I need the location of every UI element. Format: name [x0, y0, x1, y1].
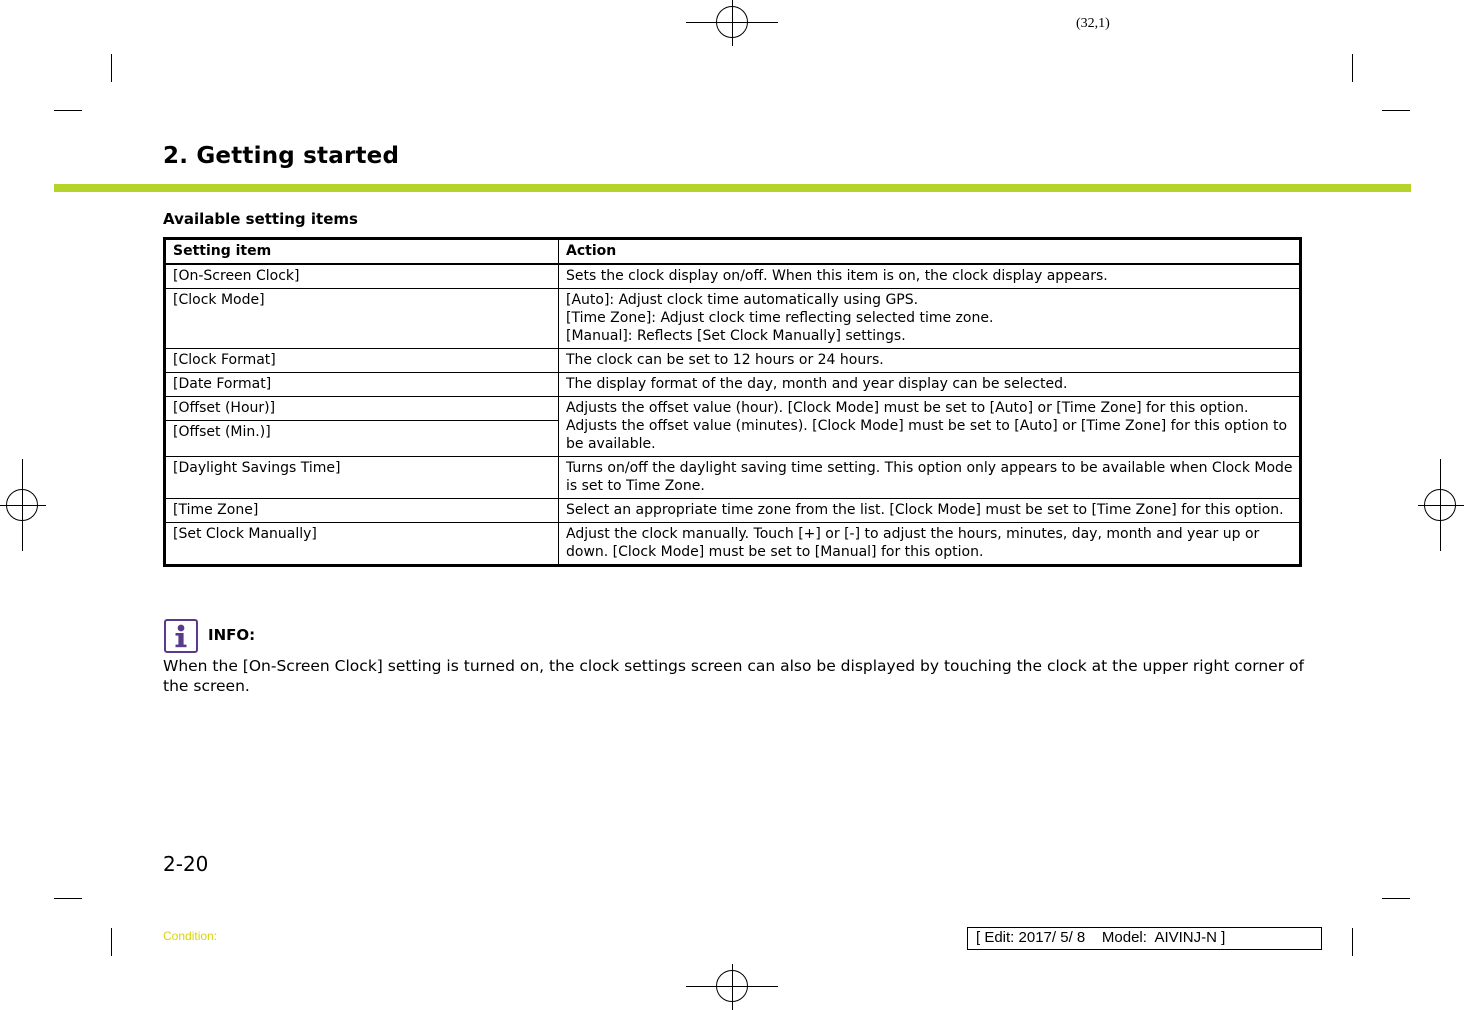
section-title: 2. Getting started [163, 143, 400, 169]
action-text: Select an appropriate time zone from the list. [Clock Mode] must be set to [Time Zone] for this option. [566, 502, 1284, 518]
column-header-action: Action [559, 239, 1301, 265]
action-text: The display format of the day, month and year display can be selected. [566, 376, 1068, 392]
setting-item-cell: [On-Screen Clock] [165, 264, 559, 289]
table-row [165, 397, 1301, 421]
footer-edit-info: [ Edit: 2017/ 5/ 8 Model: AIVINJ-N ] [967, 927, 1322, 950]
action-text: The clock can be set to 12 hours or 24 hours. [566, 352, 884, 368]
action-text: Sets the clock display on/off. When this item is on, the clock display appears. [566, 268, 1108, 284]
action-text: Adjust the clock manually. Touch [+] or [-] to adjust the hours, minutes, day, month and year up or down. [Clock Mode] must be set to [Manual] for this option. [566, 526, 1260, 560]
setting-item-cell: [Set Clock Manually] [165, 523, 559, 566]
settings-table [163, 237, 1302, 567]
action-text: Adjusts the offset value (minutes). [Clock Mode] must be set to [Auto] or [Time Zone] for this option to be available. [566, 418, 1288, 452]
action-text: [Time Zone]: Adjust clock time reflecting selected time zone. [566, 310, 994, 326]
action-text: Adjusts the offset value (hour). [Clock Mode] must be set to [Auto] or [Time Zone] for this option. [566, 400, 1249, 416]
action-cell [559, 397, 1301, 457]
action-text: [Auto]: Adjust clock time automatically using GPS. [566, 292, 919, 308]
action-cell [559, 499, 1301, 523]
action-cell [559, 523, 1301, 566]
info-icon [164, 619, 198, 653]
table-row [165, 499, 1301, 523]
table-row [165, 523, 1301, 566]
action-text: Turns on/off the daylight saving time setting. This option only appears to be available when Clock Mode is set to Time Zone. [566, 460, 1293, 494]
table-title: Available setting items [163, 210, 358, 228]
setting-item-cell: [Clock Mode] [165, 289, 559, 349]
table-row [165, 349, 1301, 373]
action-cell [559, 373, 1301, 397]
table-row [165, 457, 1301, 499]
action-cell [559, 264, 1301, 289]
setting-item-cell: [Clock Format] [165, 349, 559, 373]
action-cell [559, 349, 1301, 373]
table-row [165, 264, 1301, 289]
table-row [165, 373, 1301, 397]
footer-condition: Condition: [163, 929, 218, 943]
accent-bar [54, 184, 1411, 192]
setting-item-cell: [Offset (Hour)] [165, 397, 559, 421]
action-cell [559, 289, 1301, 349]
setting-item-cell: [Daylight Savings Time] [165, 457, 559, 499]
info-text: When the [On-Screen Clock] setting is turned on, the clock settings screen can also be displayed by touching the clock at the upper right corner of the screen. [163, 657, 1304, 695]
table-row [165, 289, 1301, 349]
setting-item-cell: [Time Zone] [165, 499, 559, 523]
table-header-row [165, 239, 1301, 265]
page-number: 2-20 [163, 852, 209, 876]
page-reference: (32,1) [1076, 16, 1110, 31]
action-text: [Manual]: Reflects [Set Clock Manually] settings. [566, 328, 906, 344]
setting-item-cell: [Date Format] [165, 373, 559, 397]
info-label: INFO: [208, 626, 256, 644]
column-header-setting-item: Setting item [165, 239, 559, 265]
action-cell [559, 457, 1301, 499]
setting-item-cell: [Offset (Min.)] [165, 421, 559, 457]
